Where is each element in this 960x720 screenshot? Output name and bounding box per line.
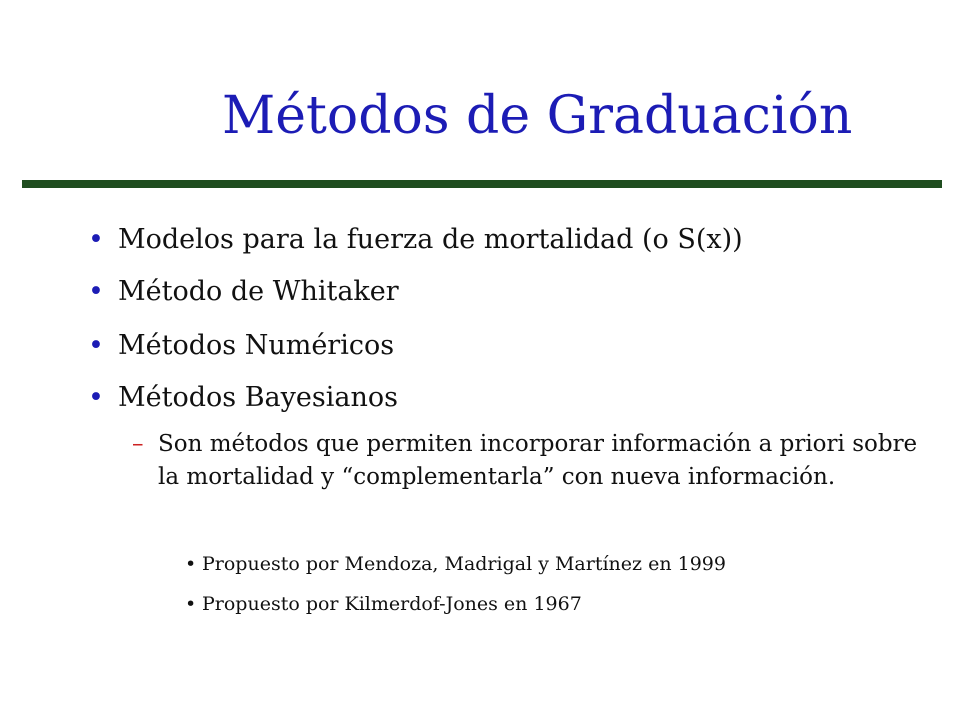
bullet-text: Métodos Bayesianos (118, 382, 398, 413)
bullet-icon: • (88, 276, 104, 307)
slide-title: Métodos de Graduación (222, 86, 853, 146)
bullet-text: Modelos para la fuerza de mortalidad (o S(x)) (118, 224, 743, 255)
bullet-icon: • (88, 382, 104, 413)
bullet-text: Método de Whitaker (118, 276, 399, 307)
bullet-icon: • (88, 224, 104, 255)
bullet-icon: • (185, 593, 197, 615)
dash-icon: – (132, 431, 144, 457)
sub-sub-bullet-text: Propuesto por Mendoza, Madrigal y Martínez en 1999 (202, 553, 726, 575)
bullet-icon: • (185, 553, 197, 575)
sub-sub-bullet-text: Propuesto por Kilmerdof-Jones en 1967 (202, 593, 582, 615)
bullet-icon: • (88, 330, 104, 361)
sub-bullet-text: Son métodos que permiten incorporar información a priori sobre la mortalidad y “complementarla” con nueva información. (158, 431, 918, 490)
bullet-text: Métodos Numéricos (118, 330, 395, 361)
